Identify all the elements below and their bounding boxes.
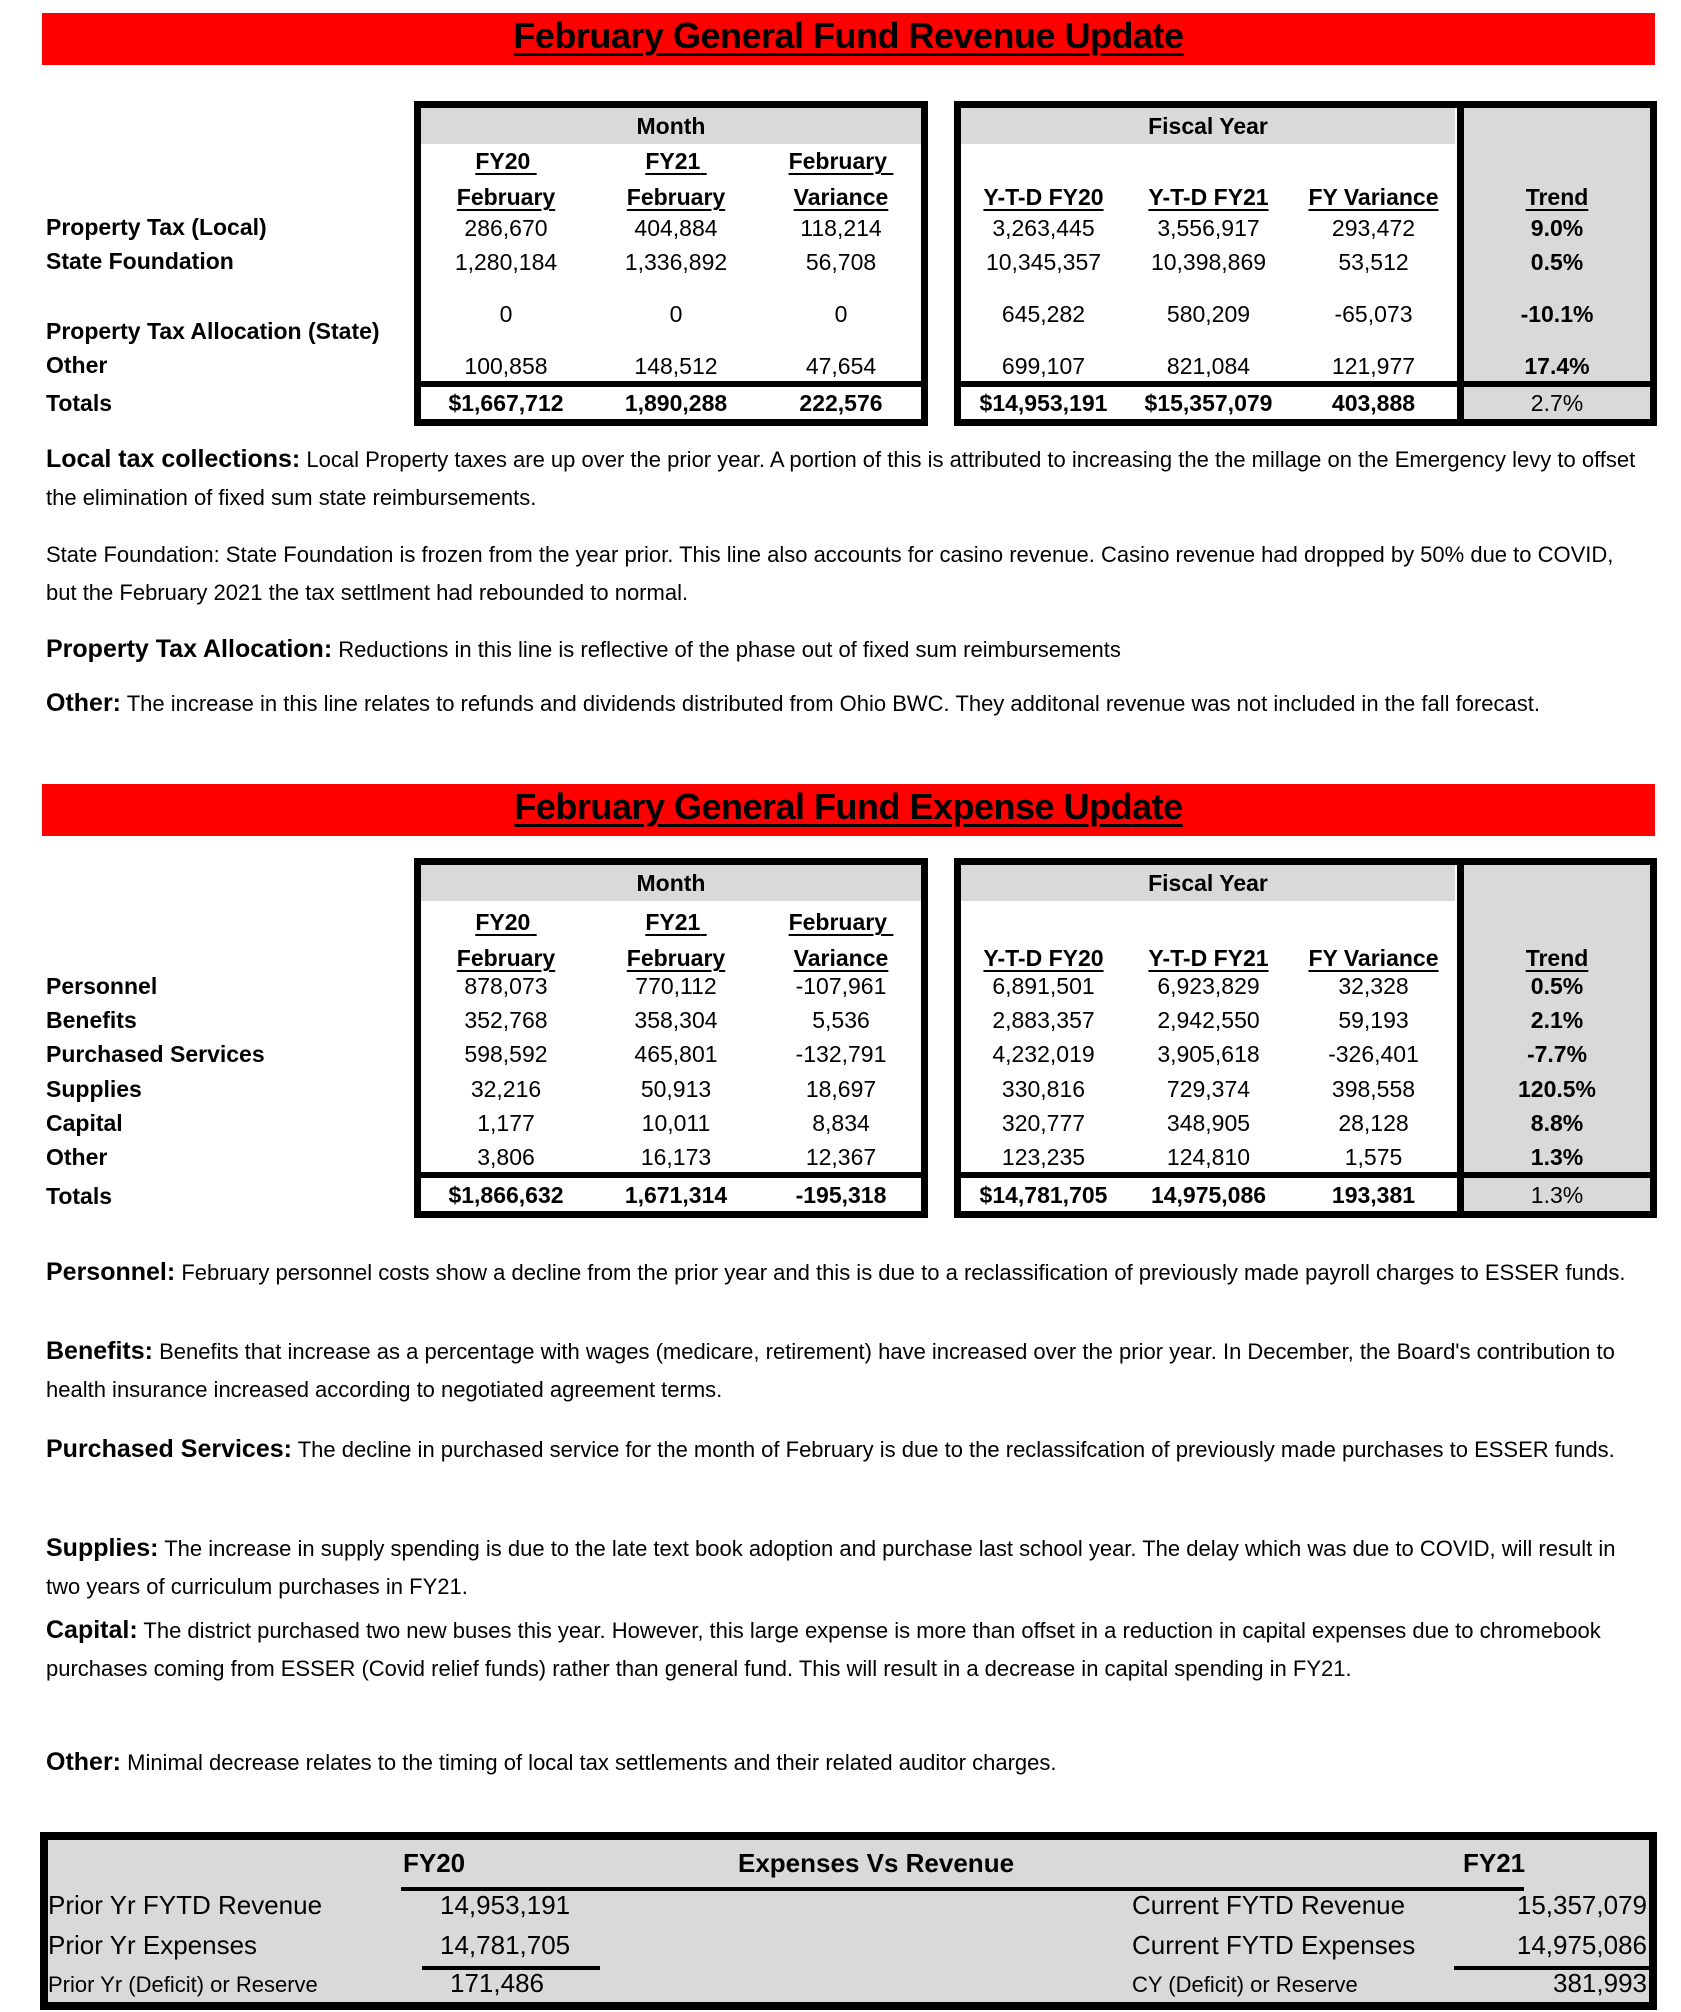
total-cell: 14,975,086	[1150, 1182, 1267, 1208]
trend-cell: 120.5%	[1517, 1076, 1596, 1102]
col-header: February	[788, 148, 888, 174]
cell: 598,592	[464, 1041, 548, 1067]
cell: 3,905,618	[1157, 1041, 1260, 1067]
cell: 699,107	[1001, 353, 1086, 379]
cell: 124,810	[1166, 1144, 1251, 1170]
col-header: Y-T-D FY20	[983, 184, 1104, 210]
total-cell: 222,576	[799, 390, 883, 416]
cell: 16,173	[640, 1144, 712, 1170]
cell: 1,177	[477, 1110, 535, 1136]
note-personnel: Personnel: February personnel costs show a decline from the prior year and this is due to a reclassification of previously made payroll charges to ESSER funds.	[46, 1258, 1626, 1286]
trend-cell: 9.0%	[1530, 215, 1584, 241]
total-cell: -195,318	[795, 1182, 887, 1208]
cell: 348,905	[1166, 1110, 1251, 1136]
total-cell: 1,890,288	[624, 390, 728, 416]
cell: 1,575	[1344, 1144, 1403, 1170]
row-label: Benefits	[46, 1007, 137, 1033]
total-cell: 1,671,314	[624, 1182, 728, 1208]
summary-fy20-value: 14,953,191	[440, 1890, 571, 1920]
cell: 28,128	[1338, 1110, 1409, 1136]
col-header: Y-T-D FY20	[983, 945, 1104, 971]
col-header: Variance	[793, 184, 889, 210]
trend-cell: 17.4%	[1524, 353, 1590, 379]
cell: 50,913	[640, 1076, 712, 1102]
cell: 53,512	[1338, 249, 1409, 275]
row-label: Purchased Services	[46, 1041, 265, 1067]
cell: -107,961	[795, 973, 887, 999]
col-header: February	[626, 184, 726, 210]
revenue-title: February General Fund Revenue Update	[513, 15, 1184, 56]
row-label-totals: Totals	[46, 390, 113, 416]
cell: 352,768	[464, 1007, 548, 1033]
summary-fy20-label: Prior Yr FYTD Revenue	[48, 1890, 323, 1920]
fiscal-year-group-header: Fiscal Year	[961, 865, 1455, 901]
col-header: Variance	[793, 945, 889, 971]
fiscal-year-group-header: Fiscal Year	[961, 108, 1455, 144]
cell: 770,112	[635, 973, 717, 999]
summary-fy21-value: 381,993	[1553, 1968, 1647, 1998]
col-header: Y-T-D FY21	[1148, 945, 1269, 971]
note-purchased-services: Purchased Services: The decline in purchased service for the month of February is due to the reclassifcation of previously made purchases to ESSER funds.	[46, 1435, 1615, 1463]
cell: 123,235	[1001, 1144, 1086, 1170]
trend-cell: 0.5%	[1530, 249, 1584, 275]
summary-center-header: Expenses Vs Revenue	[738, 1848, 1015, 1878]
expense-title-banner	[42, 784, 1655, 836]
row-label-totals: Totals	[46, 1183, 113, 1209]
cell: -65,073	[1334, 301, 1413, 327]
row-label: Capital	[46, 1110, 123, 1136]
cell: 3,556,917	[1157, 215, 1260, 241]
trend-cell: 8.8%	[1530, 1110, 1584, 1136]
total-cell: $15,357,079	[1144, 390, 1273, 416]
cell: 6,923,829	[1157, 973, 1260, 999]
cell: 878,073	[464, 973, 548, 999]
cell: 3,806	[477, 1144, 535, 1170]
cell: 286,670	[464, 215, 548, 241]
cell: 12,367	[805, 1144, 877, 1170]
total-cell: $1,866,632	[448, 1182, 564, 1208]
row-label: Other	[46, 352, 108, 378]
summary-fy20-header: FY20	[403, 1848, 466, 1878]
cell: 320,777	[1001, 1110, 1086, 1136]
col-header: Trend	[1525, 945, 1589, 971]
cell: 121,977	[1331, 353, 1416, 379]
cell: 645,282	[1001, 301, 1086, 327]
cell: 2,942,550	[1157, 1007, 1260, 1033]
cell: 404,884	[634, 215, 718, 241]
summary-fy21-header: FY21	[1463, 1848, 1526, 1878]
note-other-revenue: Other: The increase in this line relates to refunds and dividends distributed from Ohio BWC. They additonal revenue was not included in the fall forecast.	[46, 689, 1540, 717]
cell: 100,858	[464, 353, 548, 379]
cell: 3,263,445	[992, 215, 1095, 241]
row-label: Supplies	[46, 1076, 142, 1102]
cell: 293,472	[1331, 215, 1416, 241]
trend-cell: -10.1%	[1520, 301, 1594, 327]
trend-column	[1457, 108, 1650, 381]
summary-fy20-label: Prior Yr Expenses	[48, 1930, 258, 1960]
col-header: FY20	[475, 148, 531, 174]
cell: 47,654	[805, 353, 877, 379]
cell: 5,536	[812, 1007, 870, 1033]
summary-fy21-value: 14,975,086	[1516, 1930, 1647, 1960]
trend-cell: -7.7%	[1526, 1041, 1588, 1067]
note-capital: Capital: The district purchased two new buses this year. However, this large expense is more than offset in a reduction in capital expenses due to chromebook purchases coming from ESSER (Covid relief funds) rather than general fund. This will result in a decrease in capital spending in FY21.	[46, 1616, 1601, 1681]
month-group-header: Month	[421, 865, 921, 901]
row-label: Personnel	[46, 973, 158, 999]
cell: 330,816	[1001, 1076, 1086, 1102]
month-group-header: Month	[421, 108, 921, 144]
cell: 6,891,501	[992, 973, 1095, 999]
revenue-fiscal-table	[954, 101, 1657, 426]
cell: 358,304	[634, 1007, 718, 1033]
totals-divider	[421, 381, 921, 387]
col-header: February	[788, 909, 888, 935]
col-header: February	[626, 945, 726, 971]
trend-cell: 2.1%	[1530, 1007, 1584, 1033]
cell: -132,791	[795, 1041, 887, 1067]
cell: 2,883,357	[992, 1007, 1095, 1033]
trend-cell: 0.5%	[1530, 973, 1584, 999]
cell: 0	[669, 301, 683, 327]
col-header: FY Variance	[1308, 184, 1439, 210]
summary-fy21-value: 15,357,079	[1516, 1890, 1647, 1920]
cell: 10,011	[641, 1110, 711, 1136]
cell: 8,834	[812, 1110, 870, 1136]
note-local-tax: Local tax collections: Local Property taxes are up over the prior year. A portion of this is attributed to increasing the the millage on the Emergency levy to offset the elimination of fixed sum state reimbursements.	[46, 445, 1636, 510]
note-supplies: Supplies: The increase in supply spending is due to the late text book adoption and purchase last school year. The delay which was due to COVID, will result in two years of curriculum purchases in FY21.	[46, 1534, 1616, 1599]
summary-fy21-label: Current FYTD Expenses	[1132, 1930, 1416, 1960]
row-label: Property Tax Allocation (State)	[46, 318, 380, 344]
cell: 56,708	[805, 249, 877, 275]
col-header: FY Variance	[1308, 945, 1439, 971]
row-label: Other	[46, 1144, 108, 1170]
col-header: FY21	[645, 148, 701, 174]
cell: 0	[499, 301, 513, 327]
note-other-expense: Other: Minimal decrease relates to the timing of local tax settlements and their related auditor charges.	[46, 1748, 1057, 1776]
note-state-foundation: State Foundation: State Foundation is frozen from the year prior. This line also accounts for casino revenue. Casino revenue had dropped by 50% due to COVID, but the February 2021 the tax settlment had rebounded to normal.	[46, 542, 1614, 605]
summary-fy20-label: Prior Yr (Deficit) or Reserve	[48, 1972, 318, 1997]
cell: 10,345,357	[985, 249, 1102, 275]
trend-cell: 1.3%	[1530, 1144, 1584, 1170]
col-header: FY21	[645, 909, 701, 935]
cell: 580,209	[1166, 301, 1251, 327]
trend-total-cell: 2.7%	[1530, 390, 1584, 416]
expense-fiscal-table	[954, 858, 1657, 1218]
trend-total-cell: 1.3%	[1530, 1182, 1584, 1208]
cell: -326,401	[1328, 1041, 1419, 1067]
summary-fy20-value: 171,486	[450, 1968, 544, 1998]
cell: 1,336,892	[624, 249, 728, 275]
total-cell: $1,667,712	[448, 390, 564, 416]
cell: 32,328	[1338, 973, 1409, 999]
total-cell: 193,381	[1331, 1182, 1416, 1208]
cell: 18,697	[805, 1076, 877, 1102]
col-header: Y-T-D FY21	[1148, 184, 1269, 210]
expense-month-table	[414, 858, 928, 1218]
summary-fy21-label: CY (Deficit) or Reserve	[1132, 1972, 1358, 1997]
row-label: Property Tax (Local)	[46, 214, 267, 240]
total-cell: 403,888	[1331, 390, 1416, 416]
cell: 398,558	[1331, 1076, 1416, 1102]
cell: 148,512	[634, 353, 718, 379]
cell: 729,374	[1166, 1076, 1251, 1102]
cell: 59,193	[1338, 1007, 1409, 1033]
revenue-title-banner	[42, 13, 1655, 65]
cell: 4,232,019	[992, 1041, 1095, 1067]
cell: 0	[834, 301, 848, 327]
totals-divider	[421, 1172, 921, 1178]
revenue-month-table	[414, 101, 928, 426]
note-benefits: Benefits: Benefits that increase as a percentage with wages (medicare, retirement) have increased over the prior year. In December, the Board's contribution to health insurance increased according to negotiated agreement terms.	[46, 1337, 1615, 1402]
cell: 32,216	[470, 1076, 542, 1102]
col-header: February	[456, 184, 556, 210]
cell: 1,280,184	[454, 249, 558, 275]
expenses-vs-revenue-summary	[40, 1832, 1657, 2010]
total-cell: $14,781,705	[979, 1182, 1108, 1208]
summary-fy20-value: 14,781,705	[440, 1930, 571, 1960]
cell: 465,801	[634, 1041, 718, 1067]
expense-title: February General Fund Expense Update	[514, 786, 1183, 827]
note-property-tax-allocation: Property Tax Allocation: Reductions in this line is reflective of the phase out of fixed sum reimbursements	[46, 635, 1121, 663]
col-header: Trend	[1525, 184, 1589, 210]
row-label: State Foundation	[46, 248, 234, 274]
cell: 821,084	[1166, 353, 1251, 379]
col-header: February	[456, 945, 556, 971]
summary-fy21-label: Current FYTD Revenue	[1132, 1890, 1406, 1920]
total-cell: $14,953,191	[979, 390, 1108, 416]
col-header: FY20	[475, 909, 531, 935]
cell: 118,214	[800, 215, 882, 241]
cell: 10,398,869	[1150, 249, 1267, 275]
